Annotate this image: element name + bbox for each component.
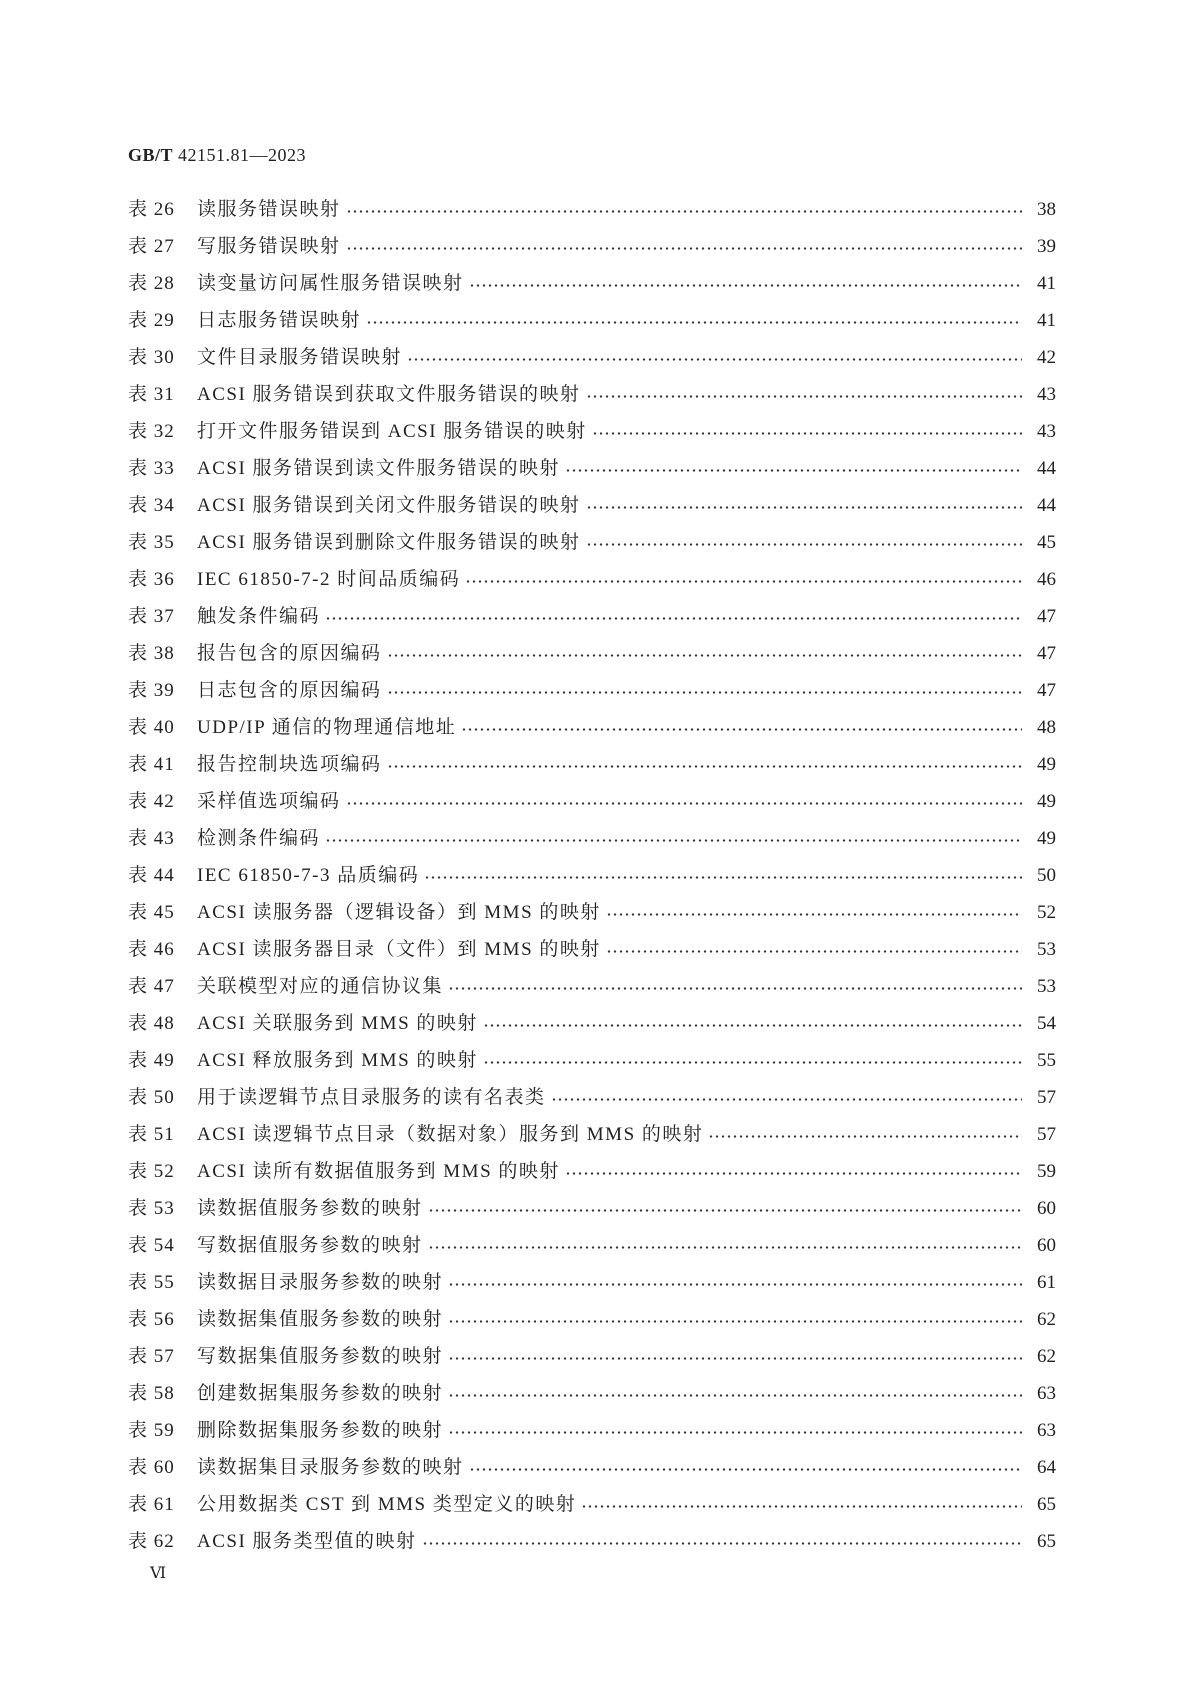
toc-entry-title: 关联模型对应的通信协议集: [197, 976, 444, 997]
toc-entry-page: 55: [1037, 1050, 1056, 1071]
toc-entry-page: 65: [1037, 1531, 1056, 1552]
dot-leader: [551, 1079, 1022, 1116]
dot-leader: [469, 265, 1022, 302]
toc-entry-label: 表 34: [128, 495, 175, 516]
toc-entry-title: 报告包含的原因编码: [197, 643, 382, 664]
toc-entry-page: 41: [1037, 310, 1056, 331]
toc-entry-title: 报告控制块选项编码: [197, 754, 382, 775]
toc-entry-title: ACSI 读服务器目录（文件）到 MMS 的映射: [197, 939, 601, 960]
toc-entry: [128, 1449, 1056, 1486]
toc-entry-label: 表 37: [128, 606, 175, 627]
toc-entry-page: 41: [1037, 273, 1056, 294]
toc-entry-page: 49: [1037, 791, 1056, 812]
toc-entry-page: 64: [1037, 1457, 1056, 1478]
toc-entry-page: 49: [1037, 754, 1056, 775]
toc-entry-title: ACSI 关联服务到 MMS 的映射: [197, 1013, 478, 1034]
toc-entry-label: 表 31: [128, 384, 175, 405]
toc-entry-page: 60: [1037, 1198, 1056, 1219]
toc-entry: [128, 857, 1056, 894]
toc-entry-page: 53: [1037, 976, 1056, 997]
toc-entry: [128, 265, 1056, 302]
toc-entry-page: 65: [1037, 1494, 1056, 1515]
dot-leader: [325, 598, 1022, 635]
toc-entry: [128, 450, 1056, 487]
dot-leader: [565, 1153, 1022, 1190]
toc-entry-title: 读数据值服务参数的映射: [197, 1198, 423, 1219]
list-of-tables: [128, 191, 1056, 1560]
dot-leader: [448, 1412, 1022, 1449]
toc-entry-page: 49: [1037, 828, 1056, 849]
toc-entry-page: 44: [1037, 495, 1056, 516]
toc-entry-title: 文件目录服务错误映射: [197, 347, 403, 368]
toc-entry-label: 表 55: [128, 1272, 175, 1293]
toc-entry: [128, 524, 1056, 561]
toc-entry-title: ACSI 释放服务到 MMS 的映射: [197, 1050, 478, 1071]
toc-entry-label: 表 46: [128, 939, 175, 960]
toc-entry-label: 表 48: [128, 1013, 175, 1034]
toc-entry-label: 表 60: [128, 1457, 175, 1478]
dot-leader: [448, 1375, 1022, 1412]
toc-entry: [128, 820, 1056, 857]
dot-leader: [469, 1449, 1022, 1486]
toc-entry-label: 表 57: [128, 1346, 175, 1367]
toc-entry: [128, 1190, 1056, 1227]
toc-entry: [128, 968, 1056, 1005]
toc-entry-page: 47: [1037, 606, 1056, 627]
toc-entry-label: 表 61: [128, 1494, 175, 1515]
toc-entry-title: 创建数据集服务参数的映射: [197, 1383, 444, 1404]
toc-entry: [128, 339, 1056, 376]
toc-entry-title: 读数据集目录服务参数的映射: [197, 1457, 464, 1478]
toc-entry-title: 检测条件编码: [197, 828, 321, 849]
toc-entry-title: ACSI 服务错误到关闭文件服务错误的映射: [197, 495, 581, 516]
dot-leader: [428, 1190, 1022, 1227]
dot-leader: [586, 524, 1022, 561]
toc-entry-label: 表 26: [128, 199, 175, 220]
toc-entry-label: 表 38: [128, 643, 175, 664]
toc-entry-page: 62: [1037, 1309, 1056, 1330]
toc-entry-title: IEC 61850-7-2 时间品质编码: [197, 569, 461, 590]
dot-leader: [448, 1301, 1022, 1338]
toc-entry: [128, 1338, 1056, 1375]
toc-entry: [128, 1005, 1056, 1042]
toc-entry-label: 表 27: [128, 236, 175, 257]
toc-entry-title: ACSI 服务错误到读文件服务错误的映射: [197, 458, 561, 479]
toc-entry-page: 63: [1037, 1420, 1056, 1441]
toc-entry-title: 打开文件服务错误到 ACSI 服务错误的映射: [197, 421, 587, 442]
toc-entry-title: ACSI 读所有数据值服务到 MMS 的映射: [197, 1161, 560, 1182]
toc-entry-page: 63: [1037, 1383, 1056, 1404]
toc-entry-page: 48: [1037, 717, 1056, 738]
toc-entry: [128, 1153, 1056, 1190]
dot-leader: [424, 857, 1022, 894]
dot-leader: [483, 1005, 1022, 1042]
toc-entry: [128, 783, 1056, 820]
toc-entry-title: 读变量访问属性服务错误映射: [197, 273, 464, 294]
toc-entry-page: 57: [1037, 1087, 1056, 1108]
toc-entry-label: 表 45: [128, 902, 175, 923]
dot-leader: [592, 413, 1022, 450]
toc-entry-page: 59: [1037, 1161, 1056, 1182]
dot-leader: [586, 487, 1022, 524]
toc-entry-label: 表 39: [128, 680, 175, 701]
toc-entry-title: 写数据集值服务参数的映射: [197, 1346, 444, 1367]
dot-leader: [407, 339, 1022, 376]
toc-entry: [128, 1412, 1056, 1449]
toc-entry-page: 39: [1037, 236, 1056, 257]
toc-entry-label: 表 51: [128, 1124, 175, 1145]
toc-entry: [128, 1375, 1056, 1412]
toc-entry: [128, 487, 1056, 524]
toc-entry: [128, 1523, 1056, 1560]
toc-entry-label: 表 58: [128, 1383, 175, 1404]
dot-leader: [387, 746, 1022, 783]
toc-entry-label: 表 32: [128, 421, 175, 442]
toc-entry-title: 日志包含的原因编码: [197, 680, 382, 701]
toc-entry-title: ACSI 读服务器（逻辑设备）到 MMS 的映射: [197, 902, 601, 923]
toc-entry: [128, 672, 1056, 709]
dot-leader: [448, 1338, 1022, 1375]
dot-leader: [483, 1042, 1022, 1079]
toc-entry-page: 57: [1037, 1124, 1056, 1145]
toc-entry-label: 表 59: [128, 1420, 175, 1441]
toc-entry-label: 表 29: [128, 310, 175, 331]
toc-entry-title: ACSI 服务错误到获取文件服务错误的映射: [197, 384, 581, 405]
toc-entry-label: 表 47: [128, 976, 175, 997]
toc-entry-label: 表 42: [128, 791, 175, 812]
toc-entry: [128, 1264, 1056, 1301]
toc-entry-label: 表 28: [128, 273, 175, 294]
toc-entry: [128, 191, 1056, 228]
toc-entry-page: 47: [1037, 643, 1056, 664]
toc-entry-page: 52: [1037, 902, 1056, 923]
toc-entry-page: 50: [1037, 865, 1056, 886]
toc-entry-label: 表 56: [128, 1309, 175, 1330]
toc-entry-page: 54: [1037, 1013, 1056, 1034]
toc-entry-title: UDP/IP 通信的物理通信地址: [197, 717, 457, 738]
toc-entry-page: 61: [1037, 1272, 1056, 1293]
toc-entry: [128, 1227, 1056, 1264]
toc-entry-label: 表 36: [128, 569, 175, 590]
toc-entry-page: 38: [1037, 199, 1056, 220]
dot-leader: [346, 228, 1022, 265]
dot-leader: [366, 302, 1022, 339]
toc-entry-title: 写数据值服务参数的映射: [197, 1235, 423, 1256]
toc-entry-title: ACSI 服务错误到删除文件服务错误的映射: [197, 532, 581, 553]
toc-entry-page: 53: [1037, 939, 1056, 960]
dot-leader: [465, 561, 1022, 598]
toc-entry-title: ACSI 读逻辑节点目录（数据对象）服务到 MMS 的映射: [197, 1124, 704, 1145]
dot-leader: [606, 894, 1022, 931]
dot-leader: [606, 931, 1022, 968]
toc-entry-label: 表 53: [128, 1198, 175, 1219]
toc-entry-page: 42: [1037, 347, 1056, 368]
toc-entry-title: 删除数据集服务参数的映射: [197, 1420, 444, 1441]
toc-entry-label: 表 44: [128, 865, 175, 886]
toc-entry-label: 表 35: [128, 532, 175, 553]
toc-entry-label: 表 54: [128, 1235, 175, 1256]
toc-entry: [128, 1301, 1056, 1338]
toc-entry: [128, 376, 1056, 413]
dot-leader: [422, 1523, 1022, 1560]
dot-leader: [325, 820, 1022, 857]
toc-entry-page: 44: [1037, 458, 1056, 479]
dot-leader: [586, 376, 1022, 413]
toc-entry: [128, 894, 1056, 931]
toc-entry-page: 45: [1037, 532, 1056, 553]
toc-entry-title: 日志服务错误映射: [197, 310, 362, 331]
toc-entry-page: 60: [1037, 1235, 1056, 1256]
toc-entry: [128, 1079, 1056, 1116]
toc-entry: [128, 635, 1056, 672]
toc-entry: [128, 746, 1056, 783]
standard-number: 42151.81—2023: [178, 145, 307, 165]
toc-entry: [128, 1042, 1056, 1079]
toc-entry: [128, 1486, 1056, 1523]
toc-entry: [128, 709, 1056, 746]
standard-header: [128, 142, 306, 168]
dot-leader: [346, 191, 1022, 228]
toc-entry-label: 表 40: [128, 717, 175, 738]
toc-entry-title: 公用数据类 CST 到 MMS 类型定义的映射: [197, 1494, 577, 1515]
toc-entry: [128, 228, 1056, 265]
toc-entry: [128, 931, 1056, 968]
toc-entry: [128, 302, 1056, 339]
toc-entry-title: 读数据目录服务参数的映射: [197, 1272, 444, 1293]
toc-entry-title: 触发条件编码: [197, 606, 321, 627]
page-number: Ⅵ: [150, 1565, 167, 1582]
toc-entry: [128, 561, 1056, 598]
toc-entry-label: 表 41: [128, 754, 175, 775]
dot-leader: [708, 1116, 1022, 1153]
toc-entry: [128, 1116, 1056, 1153]
dot-leader: [346, 783, 1022, 820]
dot-leader: [387, 672, 1022, 709]
toc-entry-label: 表 43: [128, 828, 175, 849]
toc-entry: [128, 598, 1056, 635]
dot-leader: [461, 709, 1022, 746]
toc-entry-label: 表 50: [128, 1087, 175, 1108]
toc-entry-page: 43: [1037, 421, 1056, 442]
dot-leader: [581, 1486, 1022, 1523]
standard-prefix: GB/T: [128, 145, 174, 165]
dot-leader: [448, 968, 1022, 1005]
toc-entry-page: 47: [1037, 680, 1056, 701]
dot-leader: [428, 1227, 1022, 1264]
toc-entry-title: 采样值选项编码: [197, 791, 341, 812]
dot-leader: [448, 1264, 1022, 1301]
toc-entry-title: 读数据集值服务参数的映射: [197, 1309, 444, 1330]
toc-entry-label: 表 33: [128, 458, 175, 479]
toc-entry-title: 读服务错误映射: [197, 199, 341, 220]
toc-entry-label: 表 49: [128, 1050, 175, 1071]
dot-leader: [387, 635, 1022, 672]
toc-entry-page: 62: [1037, 1346, 1056, 1367]
toc-entry-title: 写服务错误映射: [197, 236, 341, 257]
toc-entry-page: 46: [1037, 569, 1056, 590]
dot-leader: [565, 450, 1022, 487]
toc-entry-title: 用于读逻辑节点目录服务的读有名表类: [197, 1087, 546, 1108]
toc-entry-title: IEC 61850-7-3 品质编码: [197, 865, 420, 886]
toc-entry-label: 表 30: [128, 347, 175, 368]
toc-entry: [128, 413, 1056, 450]
toc-entry-label: 表 62: [128, 1531, 175, 1552]
toc-entry-label: 表 52: [128, 1161, 175, 1182]
toc-entry-title: ACSI 服务类型值的映射: [197, 1531, 417, 1552]
toc-entry-page: 43: [1037, 384, 1056, 405]
